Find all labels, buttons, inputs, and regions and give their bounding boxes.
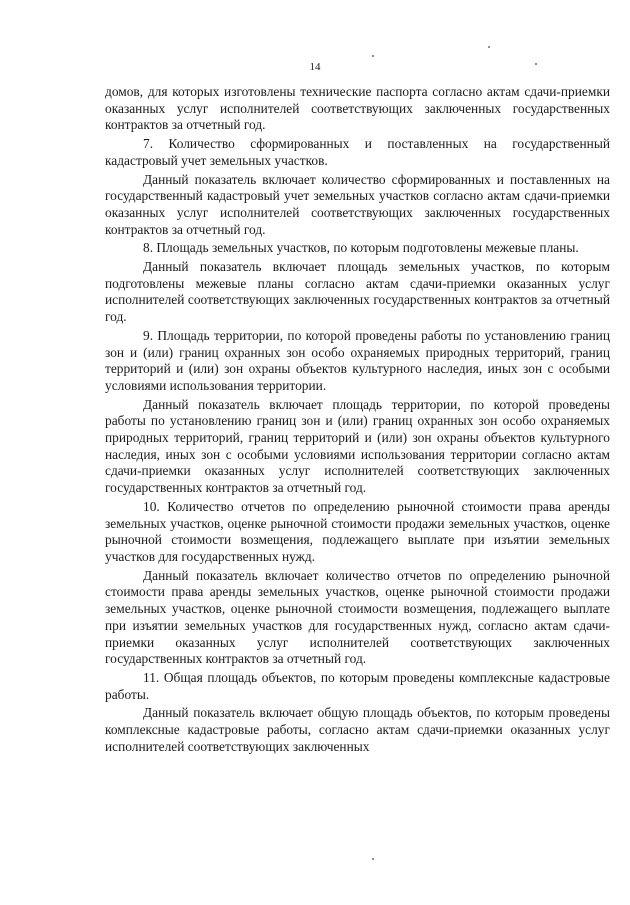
scan-speck [372, 55, 374, 57]
scan-speck [535, 63, 537, 65]
page-number: 14 [309, 61, 321, 73]
scan-speck [372, 858, 374, 860]
paragraph-item-7-description: Данный показатель включает количество сформированных и поставленных на государственный кадастровый учет земельных участков согласно актам сдачи-приемки оказанных услуг исполнителей соответствующих заключенных государственных контрактов за отчетный год. [105, 171, 610, 237]
paragraph-continuation: домов, для которых изготовлены технические паспорта согласно актам сдачи-приемки оказанных услуг исполнителей соответствующих заключенных государственных контрактов за отчетный год. [105, 84, 610, 133]
paragraph-item-8-description: Данный показатель включает площадь земельных участков, по которым подготовлены межевые планы согласно актам сдачи-приемки оказанных услуг исполнителей соответствующих заключенных государственных контрактов за отчетный год. [105, 259, 610, 325]
paragraph-item-11-heading: 11. Общая площадь объектов, по которым проведены комплексные кадастровые работы. [105, 669, 610, 702]
paragraph-item-9-description: Данный показатель включает площадь территории, по которой проведены работы по установлению границ зон и (или) границ охранных зон особо охраняемых природных территорий, границ территорий и (или) зон охраны объектов культурного наследия, иных зон с особыми условиями использования территории согласно актам сдачи-приемки оказанных услуг исполнителей соответствующих заключенных государственных контрактов за отчетный год. [105, 396, 610, 496]
paragraph-item-10-heading: 10. Количество отчетов по определению рыночной стоимости права аренды земельных участков, оценке рыночной стоимости продажи земельных участков, оценке рыночной стоимости возмещения, подлежащего выплате при изъятии земельных участков для государственных нужд. [105, 498, 610, 564]
document-body [105, 84, 610, 757]
paragraph-item-10-description: Данный показатель включает количество отчетов по определению рыночной стоимости права аренды земельных участков, оценке рыночной стоимости продажи земельных участков, оценке рыночной стоимости возмещения, подлежащего выплате при изъятии земельных участков для государственных нужд, согласно актам сдачи-приемки оказанных услуг исполнителей соответствующих заключенных государственных контрактов за отчетный год. [105, 567, 610, 667]
paragraph-item-9-heading: 9. Площадь территории, по которой проведены работы по установлению границ зон и (или) границ охранных зон особо охраняемых природных территорий, границ территорий и (или) зон охраны объектов культурного наследия, иных зон с особыми условиями использования территории. [105, 327, 610, 393]
paragraph-item-8-heading: 8. Площадь земельных участков, по которым подготовлены межевые планы. [143, 240, 579, 256]
paragraph-item-7-heading: 7. Количество сформированных и поставленных на государственный кадастровый учет земельных участков. [105, 136, 610, 168]
scan-speck [488, 46, 490, 48]
paragraph-item-11-description: Данный показатель включает общую площадь объектов, по которым проведены комплексные кадастровые работы, согласно актам сдачи-приемки оказанных услуг исполнителей соответствующих заключенных [105, 705, 610, 754]
